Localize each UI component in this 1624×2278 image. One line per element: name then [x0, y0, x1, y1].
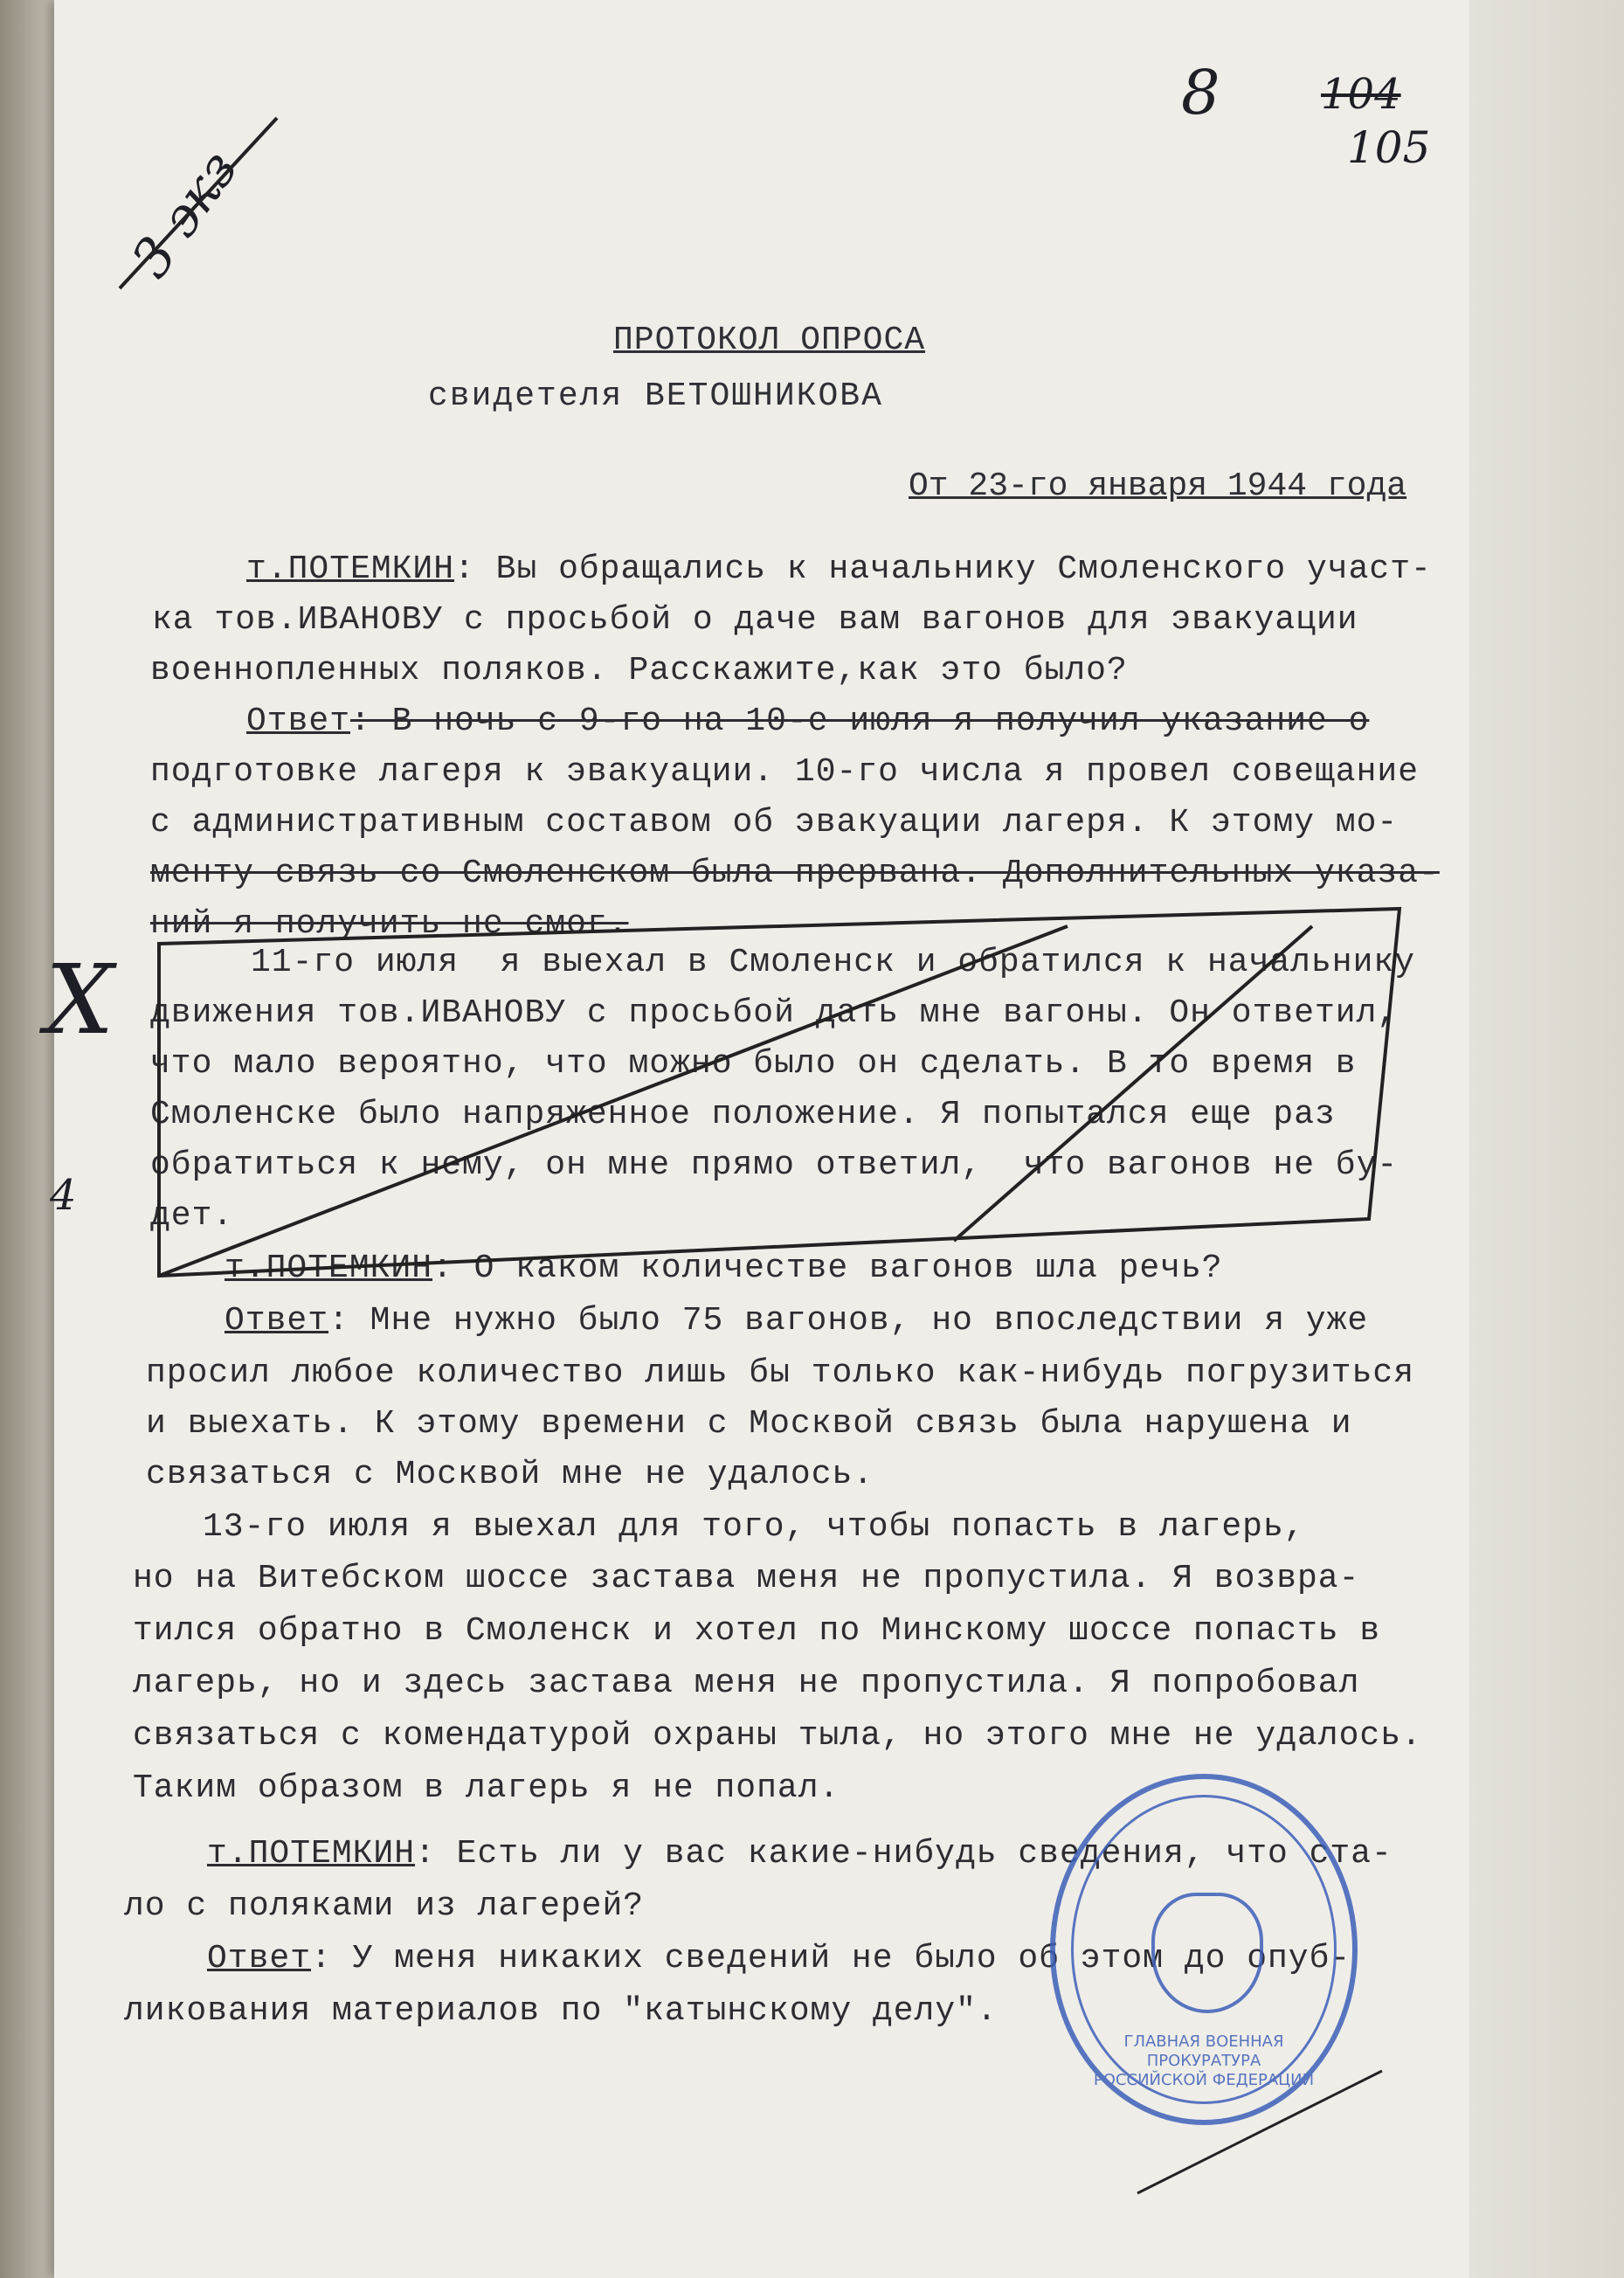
line-text: менту связь со Смоленском была прервана. Дополнительных указа- [150, 855, 1440, 892]
speaker-label: т.ПОТЕМКИН [225, 1250, 433, 1287]
line-text: ло с поляками из лагерей? [124, 1887, 645, 1925]
line-text: : У меня никаких сведений не было об этом до опуб- [311, 1940, 1351, 1977]
document-subtitle: свидетеля ВЕТОШНИКОВА [428, 377, 883, 415]
line-text: связаться с Москвой мне не удалось. [146, 1456, 874, 1493]
line-text: : Вы обращались к начальнику Смоленского участ- [454, 550, 1432, 588]
cross-line-2 [954, 926, 1312, 1241]
handwritten-page-number-1: 8 [1181, 57, 1220, 128]
handwritten-margin-number: 4 [50, 1171, 77, 1220]
stamp-eagle-emblem [1151, 1893, 1263, 2013]
document-date: От 23-го января 1944 года [909, 467, 1407, 505]
line-text: 13-го июля я выехал для того, чтобы попасть в лагерь, [203, 1508, 1305, 1546]
line-text: тился обратно в Смоленск и хотел по Минскому шоссе попасть в [133, 1612, 1381, 1650]
document-title: ПРОТОКОЛ ОПРОСА [613, 322, 926, 359]
line-text: обратиться к нему, он мне прямо ответил, что вагонов не бу- [150, 1146, 1399, 1184]
corner-slash-line [120, 118, 277, 288]
line-text: ний я получить не смог. [150, 905, 629, 943]
line-text: : В ночь с 9-го на 10-е июля я получил указание о [350, 703, 1370, 740]
handwritten-margin-x: X [45, 944, 114, 1056]
line-text: подготовке лагеря к эвакуации. 10-го числа я провел совещание [150, 753, 1420, 791]
document-page [45, 0, 1539, 2278]
line-text: ка тов.ИВАНОВУ с просьбой о даче вам вагонов для эвакуации [152, 601, 1358, 639]
line-text: : Есть ли у вас какие-нибудь сведения, что ста- [415, 1835, 1392, 1873]
handwritten-page-number-3: 105 [1347, 122, 1431, 173]
speaker-label: Ответ [225, 1302, 329, 1340]
speaker-label: Ответ [246, 703, 351, 740]
official-stamp [1050, 1774, 1358, 2125]
line-text: с административным составом об эвакуации лагеря. К этому мо- [150, 804, 1399, 841]
line-text: ликования материалов по "катынскому делу". [124, 1992, 998, 2030]
line-text: просил любое количество лишь бы только как-нибудь погрузиться [146, 1354, 1415, 1392]
handwritten-page-number-2: 104 [1321, 70, 1401, 119]
binder-spine [0, 0, 61, 2278]
line-text: : Мне нужно было 75 вагонов, но впоследствии я уже [328, 1302, 1369, 1340]
crossed-out-box [159, 909, 1399, 1276]
speaker-label: Ответ [207, 1940, 312, 1977]
speaker-label: т.ПОТЕМКИН [246, 550, 455, 588]
line-text: : О каком количестве вагонов шла речь? [432, 1250, 1223, 1287]
line-text: связаться с комендатурой охраны тыла, но этого мне не удалось. [133, 1717, 1422, 1755]
line-text: но на Витебском шоссе застава меня не пропустила. Я возвра- [133, 1560, 1360, 1597]
line-text: движения тов.ИВАНОВУ с просьбой дать мне вагоны. Он ответил, [150, 994, 1399, 1032]
line-text: дет. [150, 1197, 234, 1235]
line-text: Таким образом в лагерь я не попал. [133, 1769, 840, 1807]
line-text: Смоленске было напряженное положение. Я попытался еще раз [150, 1096, 1336, 1133]
stamp-text: ГЛАВНАЯ ВОЕННАЯ ПРОКУРАТУРА РОССИЙСКОЙ ФЕДЕРАЦИИ [1093, 2032, 1315, 2089]
line-text: лагерь, но и здесь застава меня не пропустила. Я попробовал [133, 1665, 1360, 1702]
cross-line-1 [159, 926, 1068, 1276]
line-text: и выехать. К этому времени с Москвой связь была нарушена и [146, 1405, 1352, 1443]
line-text: военнопленных поляков. Расскажите,как это было? [150, 652, 1128, 689]
line-text: что мало вероятно, что можно было он сделать. В то время в [150, 1045, 1357, 1083]
handwritten-corner-note: 3 экз [120, 139, 251, 289]
speaker-label: т.ПОТЕМКИН [207, 1835, 416, 1873]
line-text: 11-го июля я выехал в Смоленск и обратился к начальнику [251, 944, 1416, 981]
